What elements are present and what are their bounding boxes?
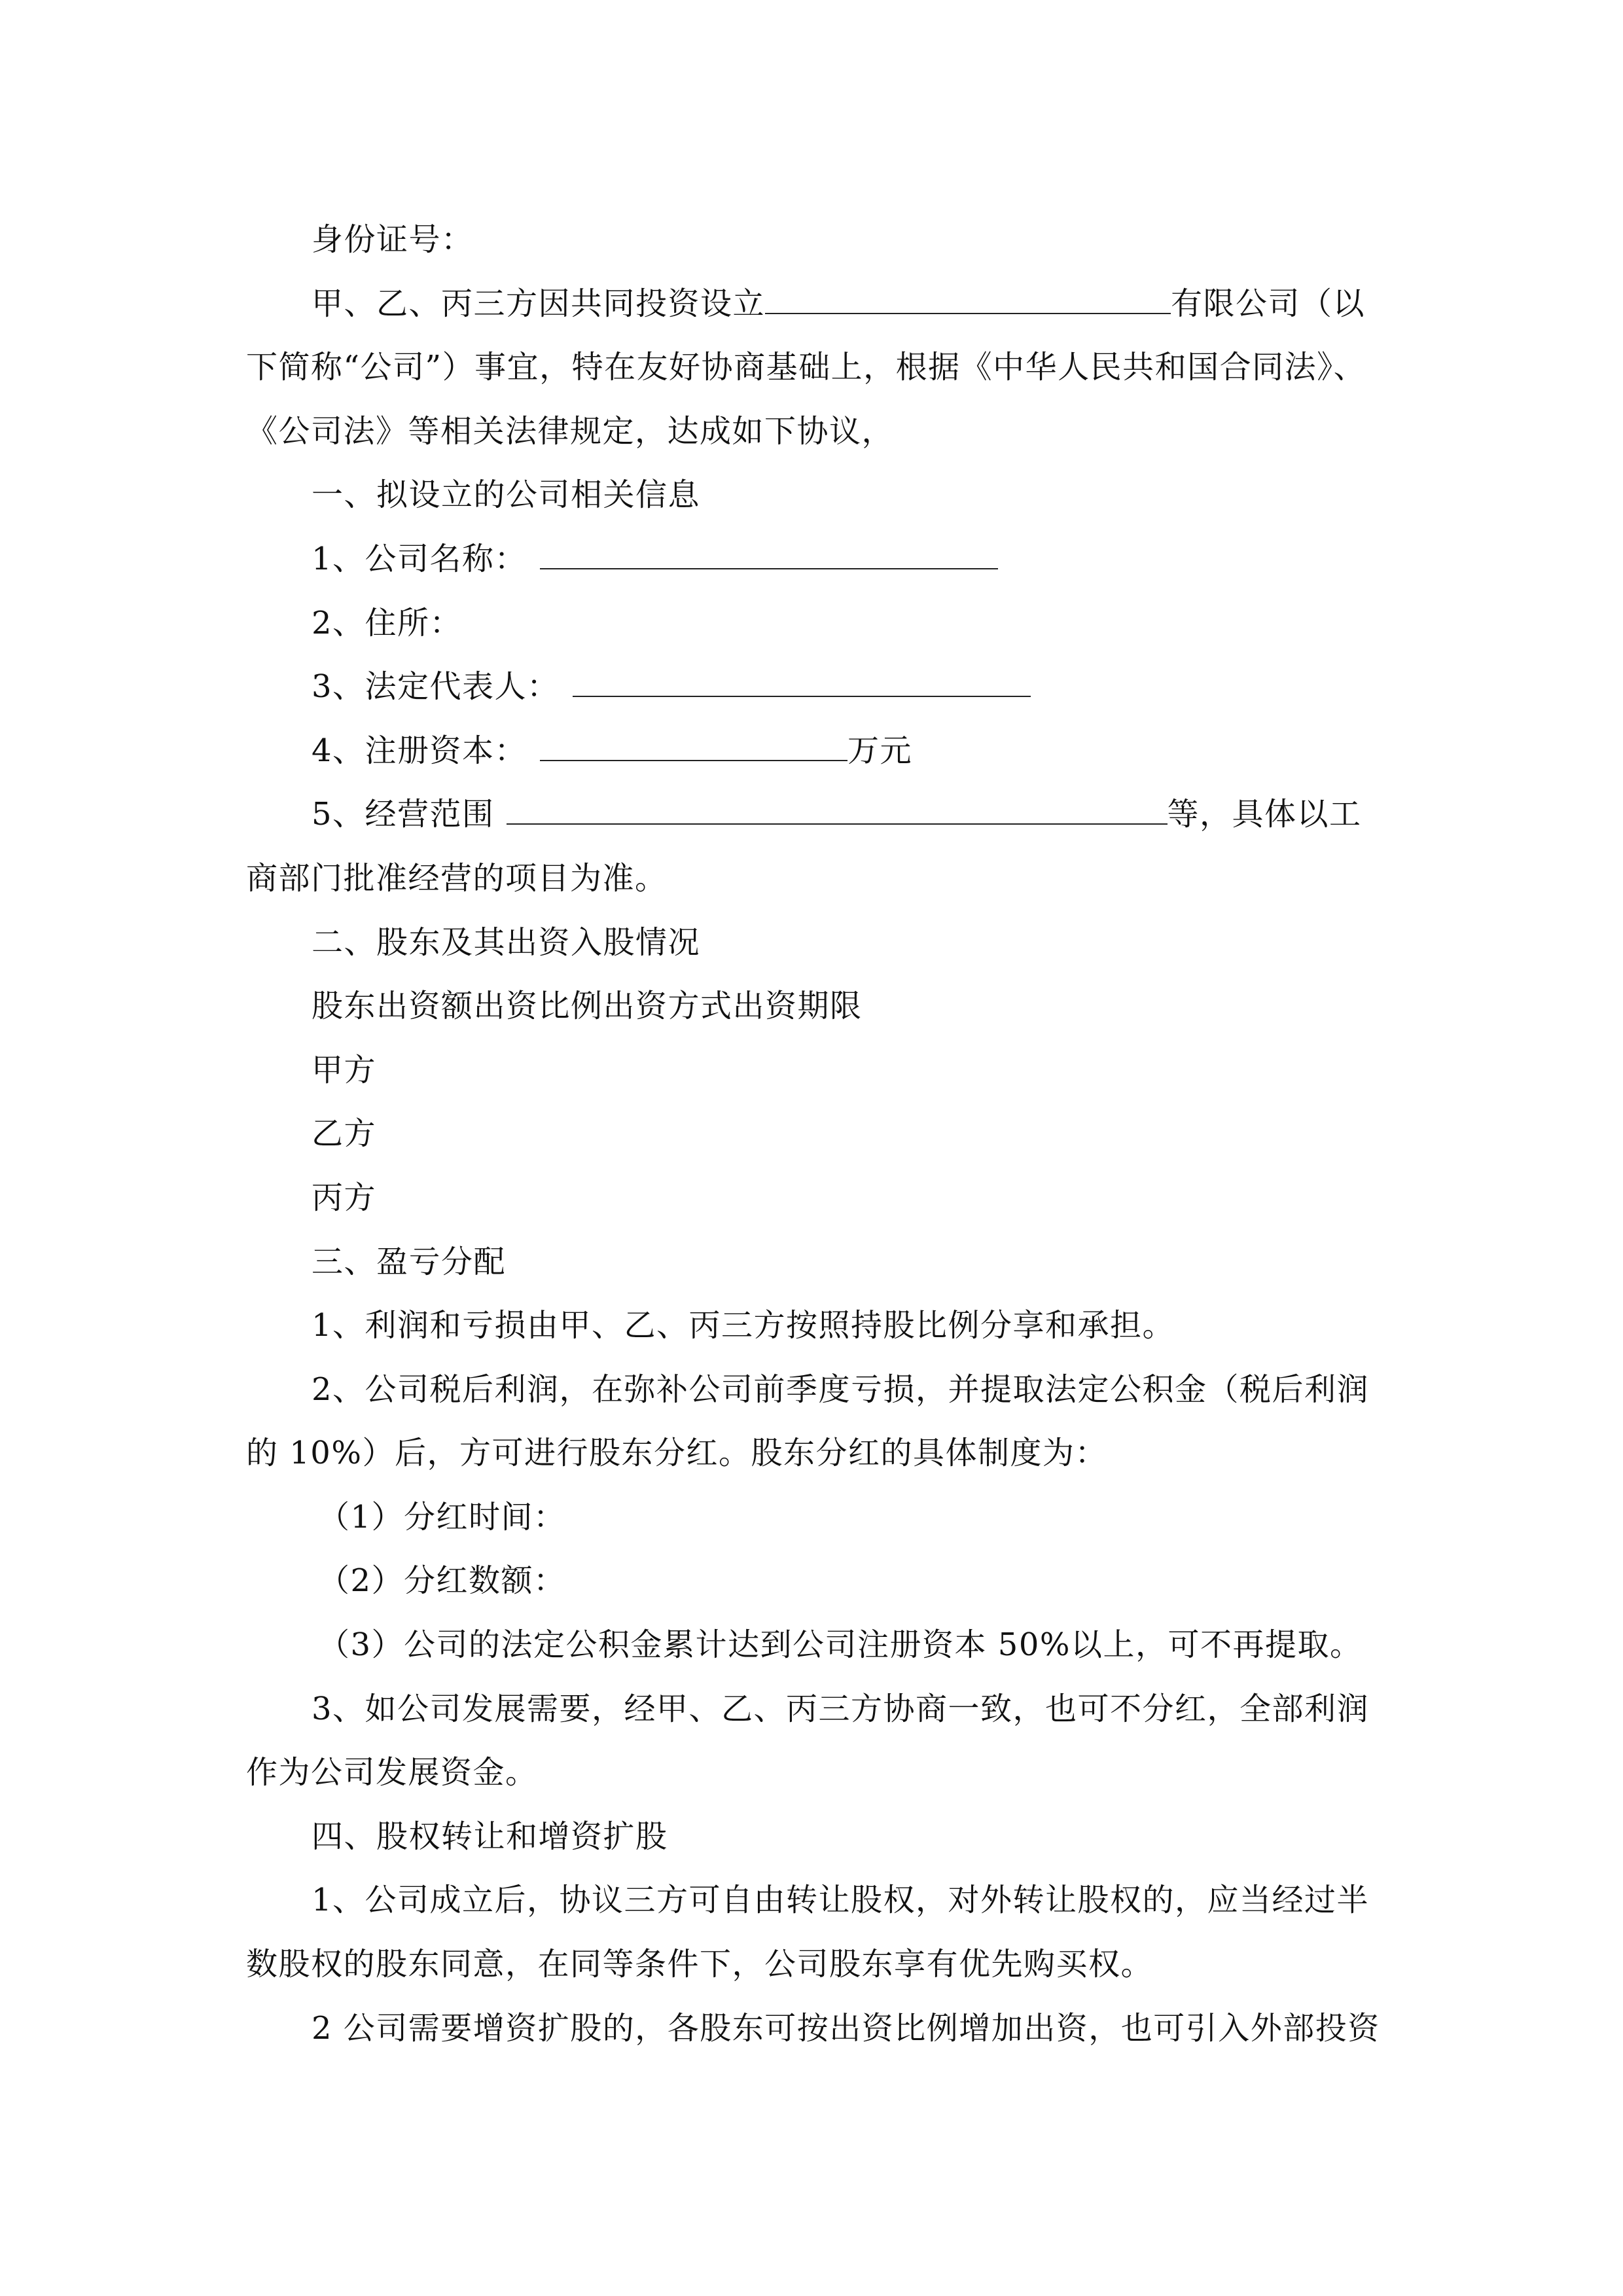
document-body (246, 208, 1378, 2060)
intro-line-3 (246, 400, 1378, 464)
section-2-heading: 二、股东及其出资入股情况 (312, 924, 701, 961)
scope-blank[interactable] (507, 785, 1168, 825)
intro-text: 下简称“公司”）事宜，特在友好协商基础上，根据《中华人民共和国合同法》、 (246, 349, 1366, 386)
transfer-clause-2-line-1: 2 公司需要增资扩股的，各股东可按出资比例增加出资，也可引入外部投资 (312, 2009, 1380, 2047)
capital-line (246, 719, 1378, 783)
section-1-heading: 一、拟设立的公司相关信息 (312, 476, 701, 514)
company-name-blank[interactable] (540, 530, 998, 569)
intro-text: 《公司法》等相关法律规定，达成如下协议， (246, 412, 895, 450)
id-number-line (246, 208, 1378, 272)
company-blank[interactable] (765, 275, 1171, 314)
legal-rep-label: 3、法定代表人： (312, 668, 560, 706)
scope-text: 等，具体以工 (1167, 796, 1362, 833)
transfer-clause-1-line-1: 1、公司成立后，协议三方可自由转让股权，对外转让股权的，应当经过半 (312, 1882, 1370, 1919)
address-line (246, 592, 1378, 656)
reserve-clause: （3）公司的法定公积金累计达到公司注册资本 50%以上，可不再提取。 (318, 1626, 1363, 1664)
scope-label: 5、经营范围 (312, 796, 495, 833)
intro-text: 甲、乙、丙三方因共同投资设立 (312, 285, 766, 322)
address-label: 2、住所： (312, 604, 463, 641)
capital-label: 4、注册资本： (312, 732, 527, 769)
profit-clause-3-line-2: 作为公司发展资金。 (246, 1754, 538, 1791)
intro-text: 有限公司（以 (1171, 285, 1366, 322)
section-4-heading: 四、股权转让和增资扩股 (312, 1818, 668, 1855)
party-row: 丙方 (312, 1179, 377, 1216)
company-name-line (246, 528, 1378, 592)
profit-clause-1: 1、利润和亏损由甲、乙、丙三方按照持股比例分享和承担。 (312, 1307, 1175, 1344)
intro-line-2 (246, 336, 1378, 400)
capital-blank[interactable] (540, 722, 847, 761)
intro-line-1 (246, 272, 1378, 336)
section-3-heading: 三、盈亏分配 (312, 1243, 507, 1280)
profit-clause-2-line-2: 的 10%）后，方可进行股东分红。股东分红的具体制度为： (246, 1435, 1107, 1472)
scope-continued: 商部门批准经营的项目为准。 (246, 859, 668, 897)
company-name-label: 1、公司名称： (312, 540, 527, 577)
transfer-clause-1-line-2: 数股权的股东同意，在同等条件下，公司股东享有优先购买权。 (246, 1946, 1154, 1983)
legal-rep-line (246, 655, 1378, 719)
profit-clause-2-line-1: 2、公司税后利润，在弥补公司前季度亏损，并提取法定公积金（税后利润 (312, 1371, 1370, 1408)
dividend-time: （1）分红时间： (318, 1498, 566, 1535)
dividend-amount: （2）分红数额： (318, 1562, 566, 1600)
shareholder-table-header: 股东出资额出资比例出资方式出资期限 (312, 988, 863, 1025)
legal-rep-blank[interactable] (573, 658, 1031, 697)
id-number-label: 身份证号： (312, 221, 474, 258)
capital-unit: 万元 (847, 732, 913, 769)
party-row: 甲方 (312, 1051, 377, 1088)
profit-clause-3-line-1: 3、如公司发展需要，经甲、乙、丙三方协商一致，也可不分红，全部利润 (312, 1690, 1370, 1727)
party-row: 乙方 (312, 1115, 377, 1153)
scope-line (246, 783, 1378, 847)
